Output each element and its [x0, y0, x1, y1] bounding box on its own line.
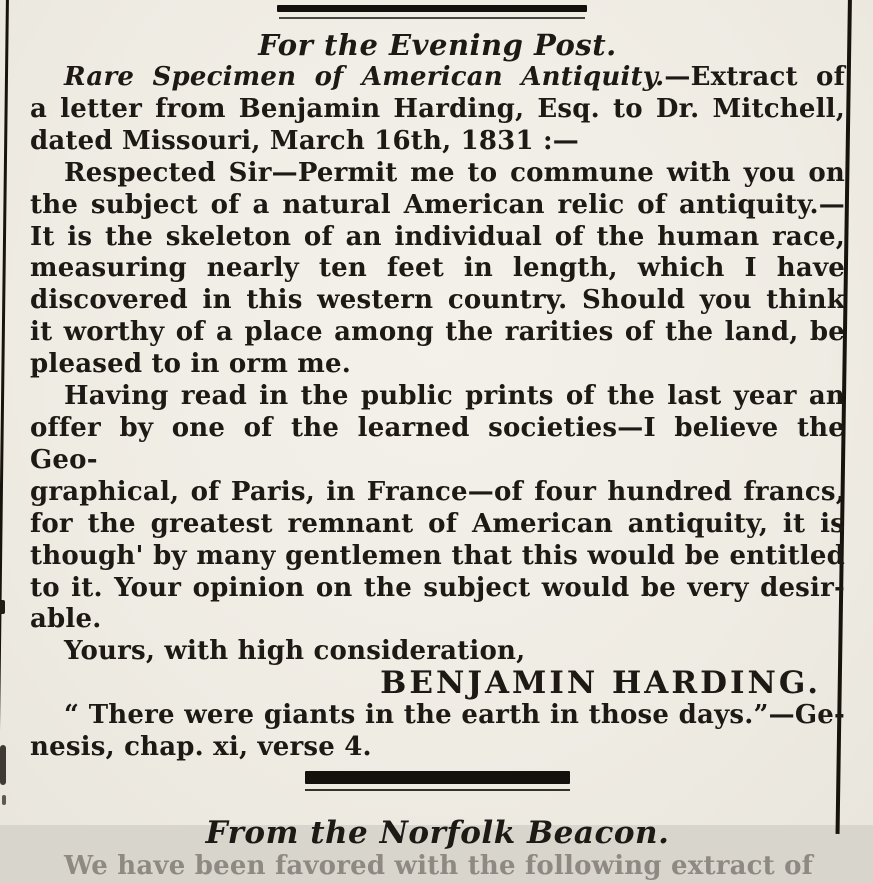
section-heading: From the Norfolk Beacon. [205, 814, 670, 851]
text-line: discovered in this western country. Should you think [30, 285, 845, 316]
text-line: it worthy of a place among the rarities of the land, be [30, 317, 845, 348]
text-line: a letter from Benjamin Harding, Esq. to Dr. Mitchell, [30, 93, 845, 124]
section-heading: For the Evening Post. [258, 28, 617, 62]
divider-thin-line [305, 789, 570, 791]
text-line: to it. Your opinion on the subject would be very desir- [30, 572, 845, 603]
scan-artifact [0, 745, 6, 785]
divider-thick-bar [305, 771, 570, 784]
plain-text: —Extract of [664, 62, 845, 92]
text-line: though' by many gentlemen that this would be entitled [30, 540, 845, 571]
text-line: the subject of a natural American relic of antiquity.— [30, 189, 845, 220]
signature-line: BENJAMIN HARDING. [380, 665, 821, 702]
divider-thin-line [279, 17, 585, 19]
clipped-text-line: We have been favored with the following extract of [64, 850, 814, 881]
text-line: Yours, with high consideration, [64, 636, 526, 667]
text-line: graphical, of Paris, in France—of four hundred francs, [30, 476, 845, 507]
text-line: dated Missouri, March 16th, 1831 :— [30, 125, 579, 156]
text-line: Having read in the public prints of the last year an [64, 381, 845, 412]
text-line: It is the skeleton of an individual of the human race, [30, 221, 845, 252]
text-line: nesis, chap. xi, verse 4. [30, 732, 372, 763]
text-line: measuring nearly ten feet in length, which I have [30, 253, 845, 284]
left-column-rule [0, 0, 9, 834]
text-line [30, 62, 845, 94]
text-line: offer by one of the learned societies—I believe the Geo- [30, 412, 845, 475]
text-line: Respected Sir—Permit me to commune with you on [64, 157, 845, 188]
masthead-divider [277, 5, 587, 19]
italic-title-text: Rare Specimen of American Antiquity. [64, 62, 665, 92]
scan-artifact [0, 600, 5, 614]
scan-artifact [2, 795, 6, 805]
divider-thick-bar [277, 5, 587, 12]
text-line: able. [30, 604, 102, 635]
text-line: for the greatest remnant of American antiquity, it is [30, 508, 845, 539]
text-line: “ There were giants in the earth in those days.”—Ge- [64, 700, 845, 731]
section-divider [305, 771, 570, 791]
article-body [30, 28, 845, 883]
text-line: pleased to in orm me. [30, 349, 351, 380]
